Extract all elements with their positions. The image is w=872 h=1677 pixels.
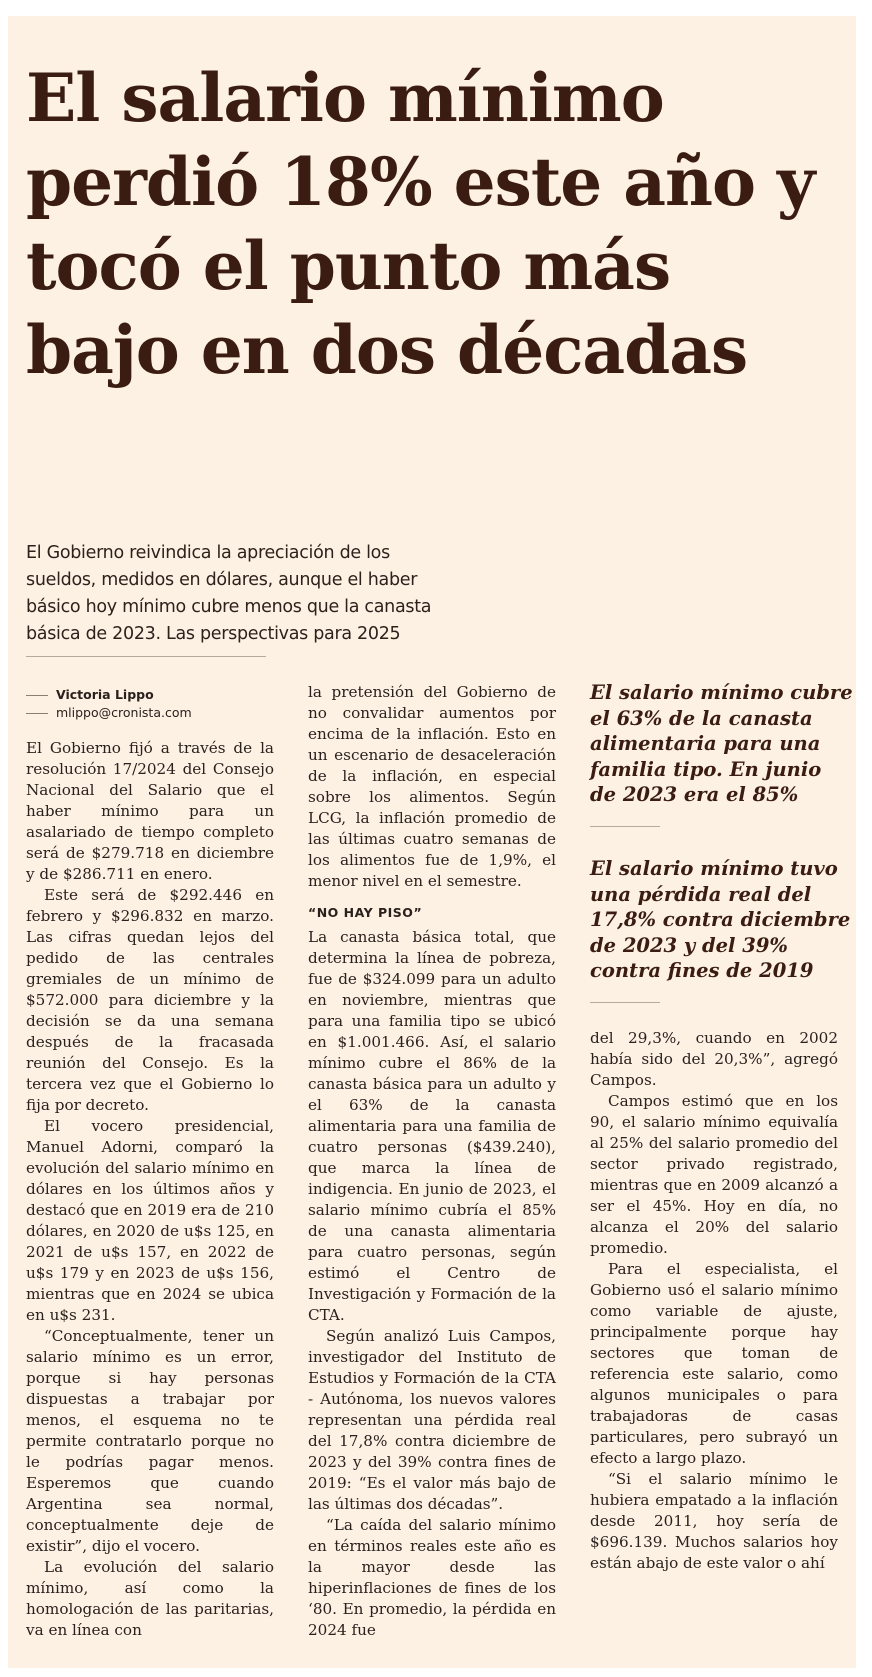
- headline-line: bajo en dos décadas: [26, 311, 748, 389]
- subhead-line: sueldos, medidos en dólares, aunque el haber: [26, 570, 418, 590]
- paragraph: “Conceptualmente, tener un salario mínimo es un error, porque si hay personas dispuestas a trabajar por menos, el esquema no te permite contratarlo porque no le podrías pagar menos. Esperemos que cuando Argentina sea normal, conceptualmente deje de existir”, dijo el vocero.: [26, 1327, 274, 1555]
- section-heading: “NO HAY PISO”: [308, 905, 423, 920]
- paragraph: La evolución del salario mínimo, así como la homologación de las paritarias, va en línea con: [26, 1558, 274, 1639]
- pull-quote-line: contra fines de 2019: [590, 959, 814, 982]
- headline-line: tocó el punto más: [26, 227, 671, 305]
- headline: [26, 56, 846, 392]
- pull-quote-line: 17,8% contra diciembre: [590, 908, 851, 931]
- pull-quote-line: El salario mínimo cubre: [590, 681, 853, 704]
- pull-quote-line: alimentaria para una: [590, 732, 821, 755]
- paragraph: “Si el salario mínimo le hubiera empatado a la inflación desde 2011, hoy sería de $696.139. Muchos salarios hoy están abajo de este valor o ahí: [590, 1470, 838, 1572]
- paragraph: del 29,3%, cuando en 2002 había sido del 20,3%”, agregó Campos.: [590, 1029, 838, 1089]
- paragraph: Para el especialista, el Gobierno usó el salario mínimo como variable de ajuste, principalmente porque hay sectores que toman de referencia este salario, como algunos municipales o para trabajadoras de casas particulares, pero subrayó un efecto a largo plazo.: [590, 1260, 838, 1467]
- body-column-2: [308, 682, 556, 1641]
- author-name: Victoria Lippo: [56, 687, 154, 702]
- pull-quote-1: [590, 680, 853, 808]
- headline-line: perdió 18% este año y: [26, 143, 815, 221]
- byline-dash: [26, 695, 48, 696]
- body-column-3: [590, 1028, 838, 1574]
- body-column-1: [26, 738, 274, 1641]
- paragraph: Campos estimó que en los 90, el salario mínimo equivalía al 25% del salario promedio del sector privado registrado, mientras que en 2009 alcanzó a ser el 45%. Hoy en día, no alcanza el 20% del salario promedio.: [590, 1092, 838, 1257]
- subhead-line: El Gobierno reivindica la apreciación de los: [26, 543, 390, 563]
- author-email[interactable]: mlippo@cronista.com: [56, 705, 192, 720]
- pull-quote-line: una pérdida real del: [590, 882, 812, 906]
- newspaper-page: [8, 16, 856, 1668]
- paragraph: Este será de $292.446 en febrero y $296.832 en marzo. Las cifras quedan lejos del pedido de las centrales gremiales de un mínimo de $572.000 para diciembre y la decisión se da una semana después de la fracasada reunión del Consejo. Es la tercera vez que el Gobierno lo fija por decreto.: [26, 886, 274, 1114]
- paragraph: “La caída del salario mínimo en términos reales este año es la mayor desde las hiperinflaciones de fines de los ‘80. En promedio, la pérdida en 2024 fue: [308, 1516, 556, 1639]
- paragraph: la pretensión del Gobierno de no convalidar aumentos por encima de la inflación. Esto en un escenario de desaceleración de la inflación, en especial sobre los alimentos. Según LCG, la inflación promedio de las últimas cuatro semanas de los alimentos fue de 1,9%, el menor nivel en el semestre.: [308, 683, 556, 890]
- pull-quote-line: de 2023 y del 39%: [590, 933, 788, 957]
- paragraph: El Gobierno fijó a través de la resolución 17/2024 del Consejo Nacional del Salario que el haber mínimo para un asalariado de tiempo completo será de $279.718 en diciembre y de $286.711 en enero.: [26, 739, 274, 883]
- pull-quote-2: [590, 856, 851, 984]
- subheadline: [26, 540, 486, 648]
- paragraph: La canasta básica total, que determina la línea de pobreza, fue de $324.099 para un adulto en noviembre, mientras que para una familia tipo se ubicó en $1.001.466. Así, el salario mínimo cubre el 86% de la canasta básica para un adulto y el 63% de la canasta alimentaria para una familia de cuatro personas ($439.240), que marca la línea de indigencia. En junio de 2023, el salario mínimo cubría el 85% de una canasta alimentaria para cuatro personas, según estimó el Centro de Investigación y Formación de la CTA.: [308, 928, 556, 1324]
- pull-quote-line: de 2023 era el 85%: [590, 783, 799, 806]
- subhead-line: básica de 2023. Las perspectivas para 2025: [26, 624, 401, 644]
- pull-quote-line: El salario mínimo tuvo: [590, 857, 838, 880]
- paragraph: Según analizó Luis Campos, investigador del Instituto de Estudios y Formación de la CTA - Autónoma, los nuevos valores representan una pérdida real del 17,8% contra diciembre de 2023 y del 39% contra fines de 2019: “Es el valor más bajo de las últimas dos décadas”.: [308, 1327, 556, 1513]
- pull-quote-divider: [590, 1002, 660, 1003]
- headline-line: El salario mínimo: [26, 59, 664, 137]
- pull-quote-divider: [590, 826, 660, 827]
- paragraph: El vocero presidencial, Manuel Adorni, comparó la evolución del salario mínimo en dólares en los últimos años y destacó que en 2019 era de 210 dólares, en 2020 de u$s 125, en 2021 de u$s 157, en 2022 de u$s 179 y en 2023 de u$s 156, mientras que en 2024 se ubica en u$s 231.: [26, 1117, 274, 1324]
- byline-dash: [26, 713, 48, 714]
- subhead-line: básico hoy mínimo cubre menos que la canasta: [26, 597, 432, 617]
- byline: [26, 686, 276, 722]
- pull-quote-line: el 63% de la canasta: [590, 706, 813, 730]
- pull-quote-line: familia tipo. En junio: [590, 757, 822, 781]
- subhead-divider: [26, 656, 266, 657]
